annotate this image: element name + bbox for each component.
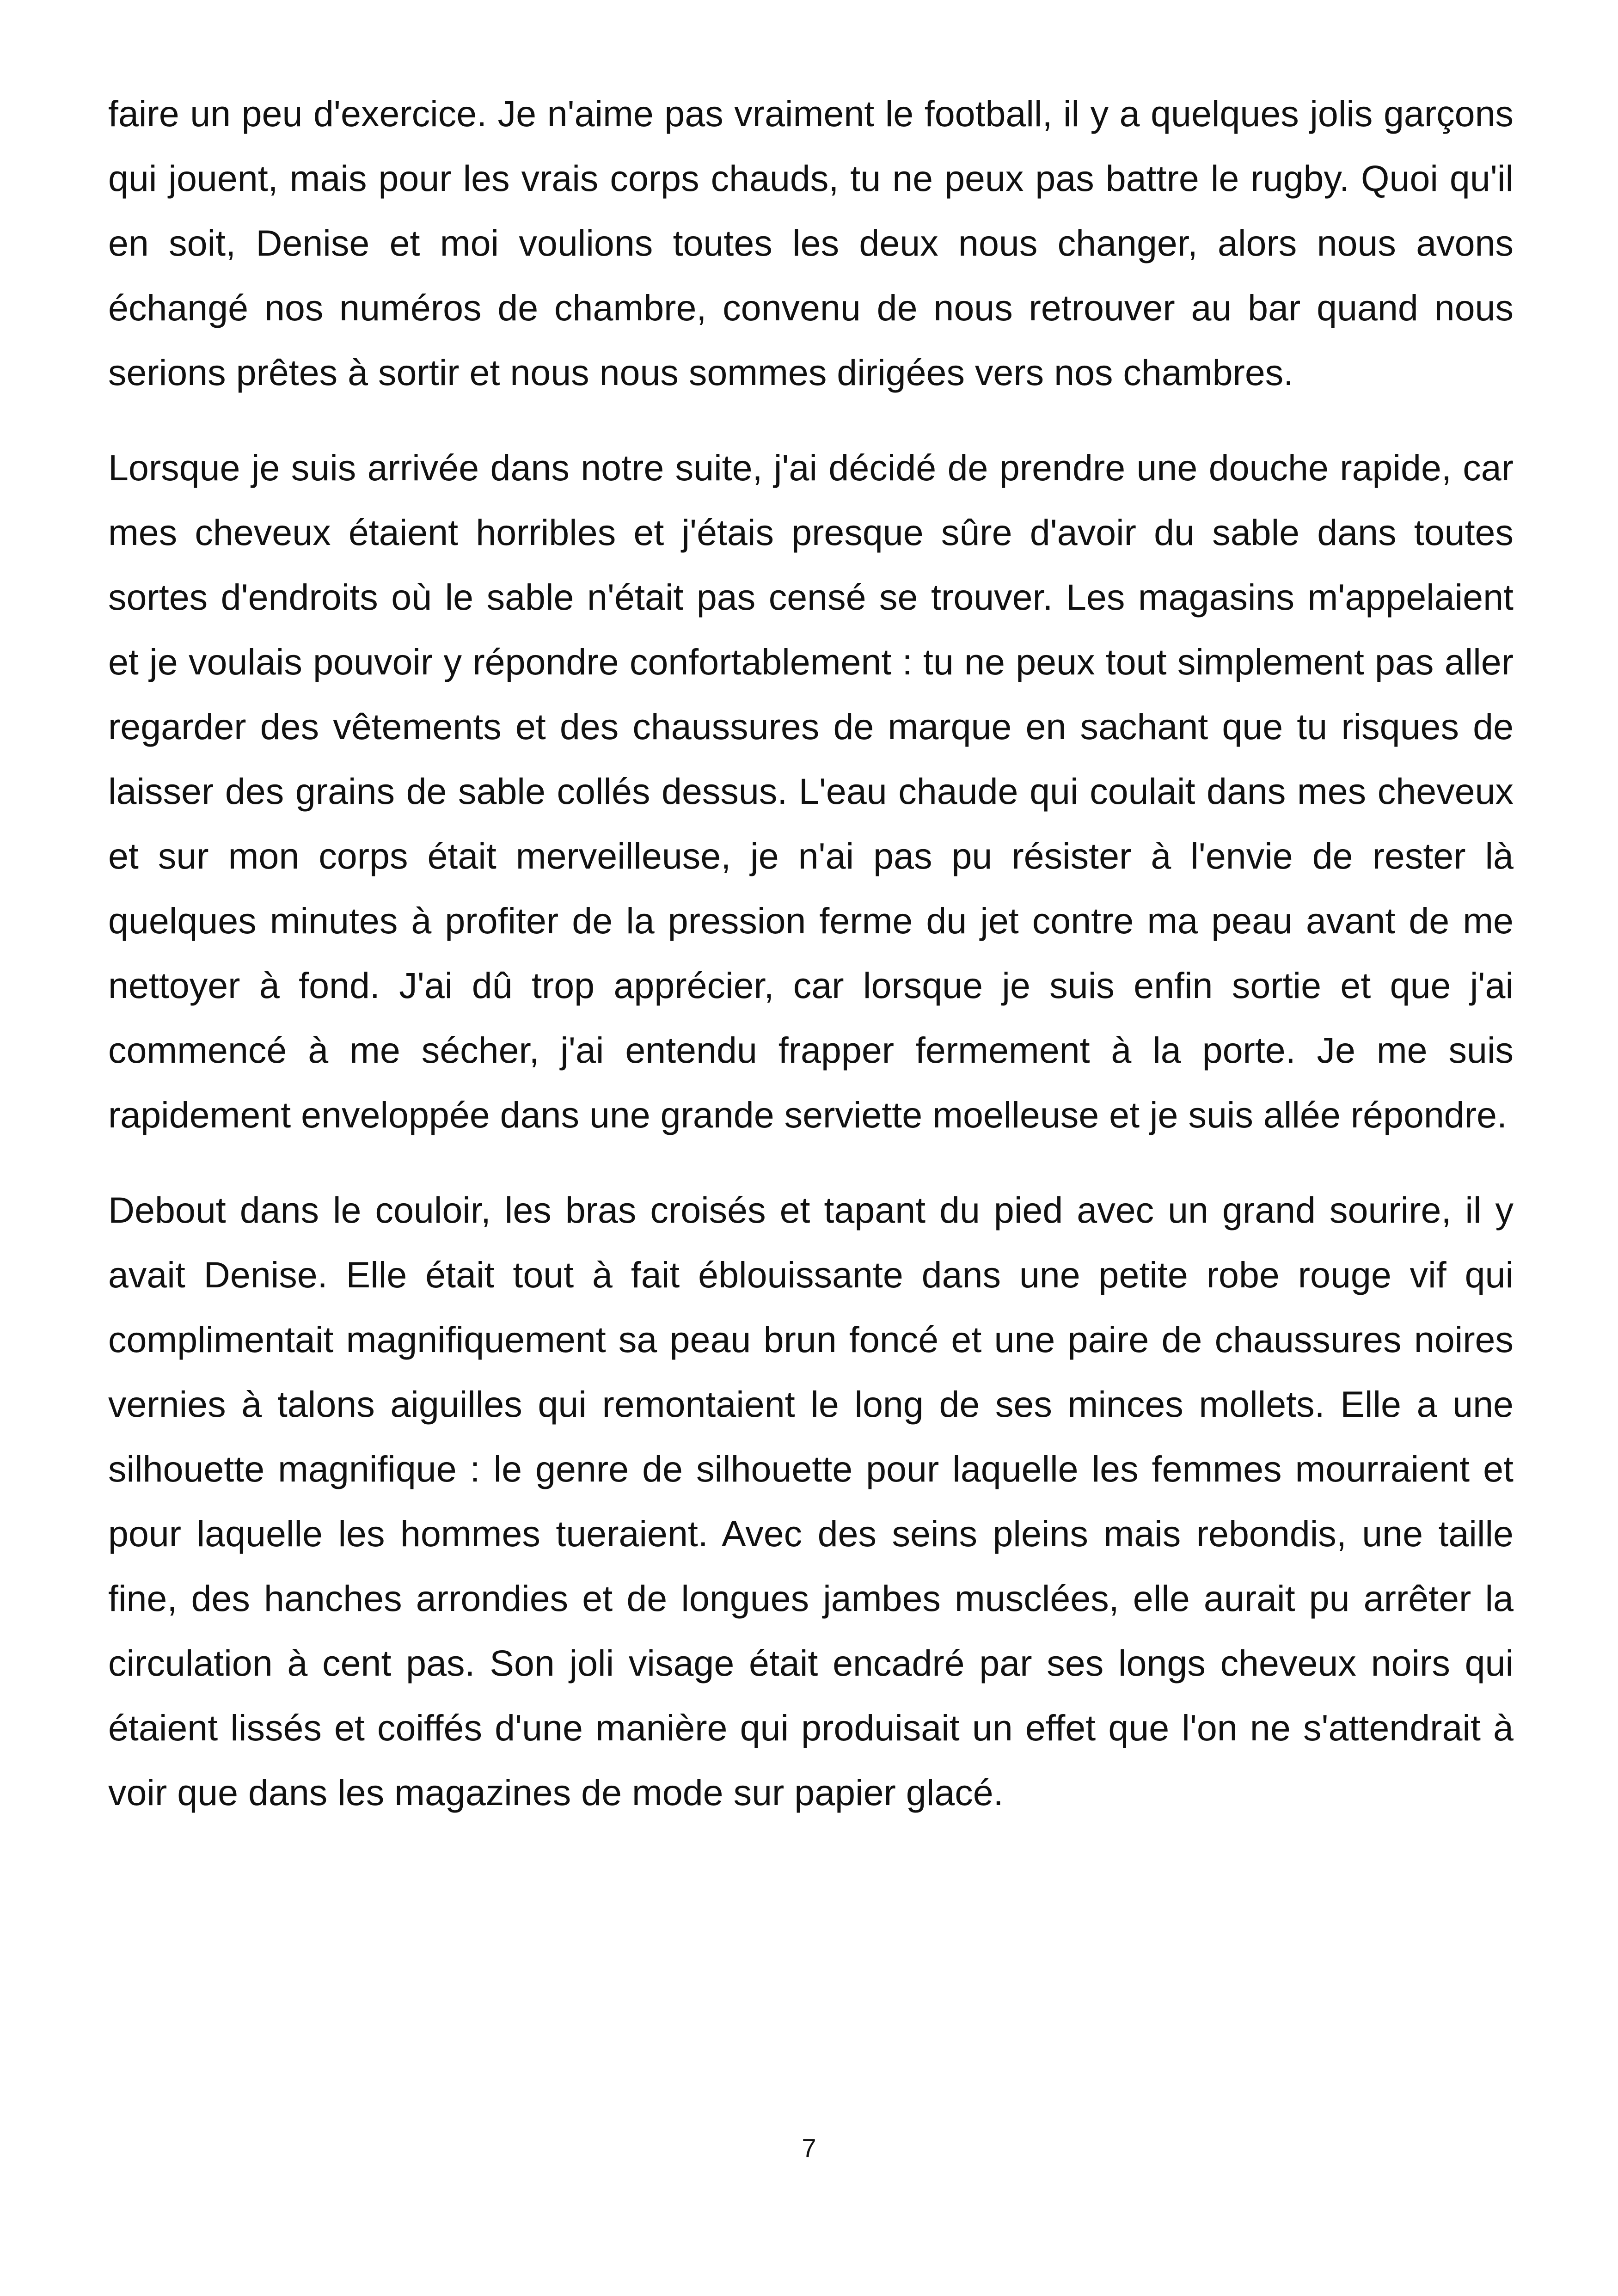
paragraph: faire un peu d'exercice. Je n'aime pas vraiment le football, il y a quelques jolis garçons qui jouent, mais pour les vrais corps chauds, tu ne peux pas battre le rugby. Quoi qu'il en soit, Denise et moi voulions toutes les deux nous changer, alors nous avons échangé nos numéros de chambre, convenu de nous retrouver au bar quand nous serions prêtes à sortir et nous nous sommes dirigées vers nos chambres. (108, 93, 1514, 393)
body-text (108, 81, 1514, 1855)
page-number: 7 (802, 2133, 816, 2162)
paragraph: Lorsque je suis arrivée dans notre suite, j'ai décidé de prendre une douche rapide, car mes cheveux étaient horribles et j'étais presque sûre d'avoir du sable dans toutes sortes d'endroits où le sable n'était pas censé se trouver. Les magasins m'appelaient et je voulais pouvoir y répondre confortablement : tu ne peux tout simplement pas aller regarder des vêtements et des chaussures de marque en sachant que tu risques de laisser des grains de sable collés dessus. L'eau chaude qui coulait dans mes cheveux et sur mon corps était merveilleuse, je n'ai pas pu résister à l'envie de rester là quelques minutes à profiter de la pression ferme du jet contre ma peau avant de me nettoyer à fond. J'ai dû trop apprécier, car lorsque je suis enfin sortie et que j'ai commencé à me sécher, j'ai entendu frapper fermement à la porte. Je me suis rapidement enveloppée dans une grande serviette moelleuse et je suis allée répondre. (108, 447, 1514, 1135)
paragraph: Debout dans le couloir, les bras croisés et tapant du pied avec un grand sourire, il y avait Denise. Elle était tout à fait éblouissante dans une petite robe rouge vif qui complimentait magnifiquement sa peau brun foncé et une paire de chaussures noires vernies à talons aiguilles qui remontaient le long de ses minces mollets. Elle a une silhouette magnifique : le genre de silhouette pour laquelle les femmes mourraient et pour laquelle les hommes tueraient. Avec des seins pleins mais rebondis, une taille fine, des hanches arrondies et de longues jambes musclées, elle aurait pu arrêter la circulation à cent pas. Son joli visage était encadré par ses longs cheveux noirs qui étaient lissés et coiffés d'une manière qui produisait un effet que l'on ne s'attendrait à voir que dans les magazines de mode sur papier glacé. (108, 1189, 1514, 1813)
